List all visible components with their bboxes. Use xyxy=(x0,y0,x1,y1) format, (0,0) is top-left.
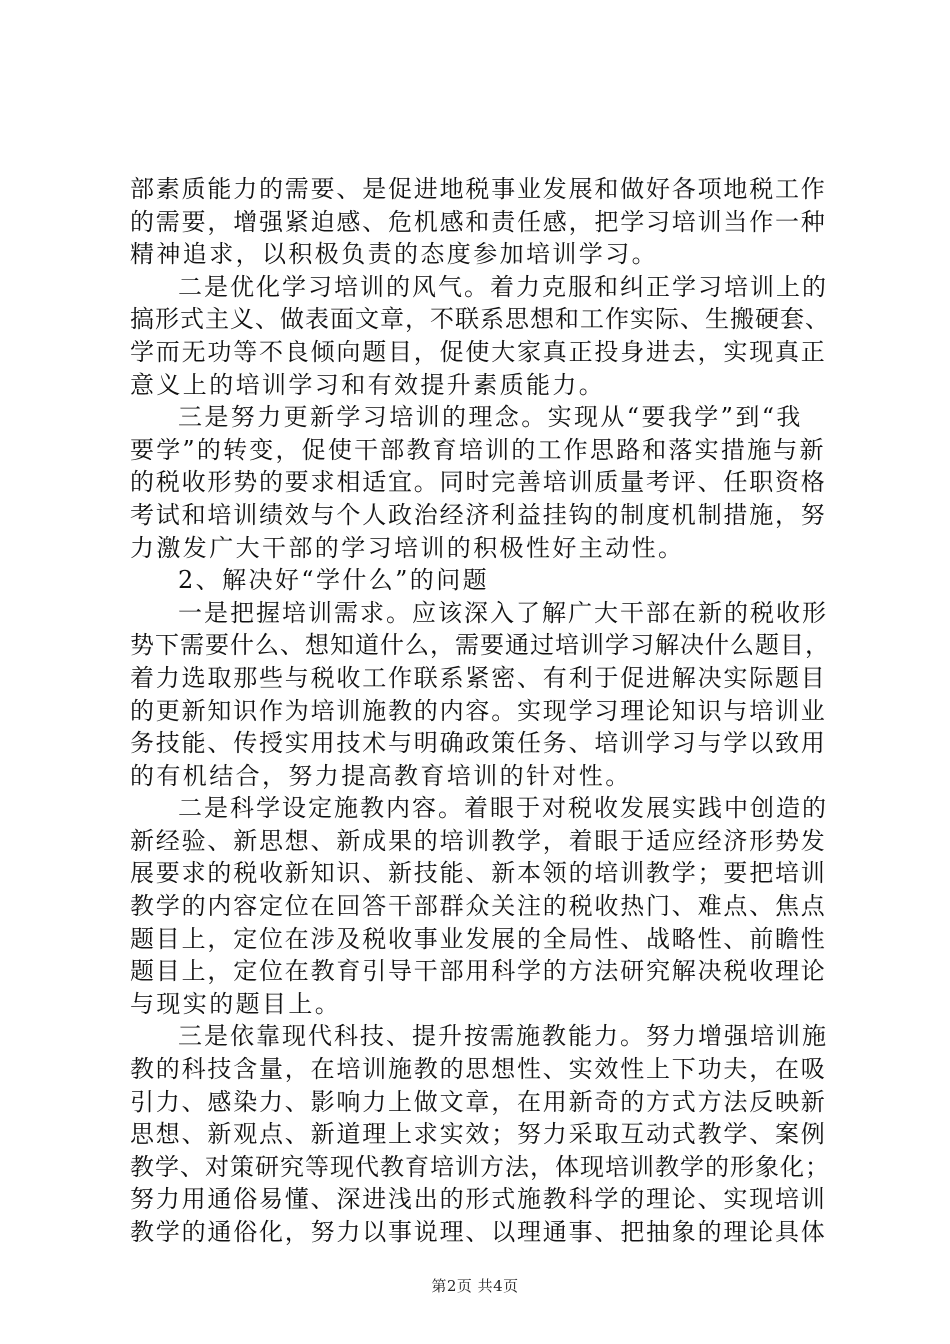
body-text xyxy=(130,173,830,1249)
text-line: 意义上的培训学习和有效提升素质能力。 xyxy=(130,370,606,399)
text-line: 教学的内容定位在回答干部群众关注的税收热门、难点、焦点 xyxy=(130,892,827,921)
text-line: 学而无功等不良倾向题目，促使大家真正投身进去，实现真正 xyxy=(130,337,827,366)
text-line: 的需要，增强紧迫感、危机感和责任感，把学习培训当作一种 xyxy=(130,207,827,236)
text-line: 着力选取那些与税收工作联系紧密、有利于促进解决实际题目 xyxy=(130,663,827,692)
text-line: 2、解决好“学什么”的问题 xyxy=(178,566,490,595)
text-line: 教学的通俗化，努力以事说理、以理通事、把抽象的理论具体 xyxy=(130,1218,827,1246)
text-line: 新经验、新思想、新成果的培训教学，着眼于适应经济形势发 xyxy=(130,826,827,855)
text-line: 努力用通俗易懂、深进浅出的形式施教科学的理论、实现培训 xyxy=(130,1185,827,1214)
text-line: 的更新知识作为培训施教的内容。实现学习理论知识与培训业 xyxy=(130,696,827,725)
text-line: 引力、感染力、影响力上做文章，在用新奇的方式方法反映新 xyxy=(130,1087,827,1116)
text-line: 要学”的转变，促使干部教育培训的工作思路和落实措施与新 xyxy=(130,435,826,464)
text-line: 展要求的税收新知识、新技能、新本领的培训教学；要把培训 xyxy=(130,859,827,888)
text-line: 教的科技含量，在培训施教的思想性、实效性上下功夫，在吸 xyxy=(130,1055,827,1084)
text-line: 力激发广大干部的学习培训的积极性好主动性。 xyxy=(130,533,685,562)
text-line: 题目上，定位在教育引导干部用科学的方法研究解决税收理论 xyxy=(130,957,827,986)
text-line: 搞形式主义、做表面文章，不联系思想和工作实际、生搬硬套、 xyxy=(130,305,830,334)
text-line: 题目上，定位在涉及税收事业发展的全局性、战略性、前瞻性 xyxy=(130,924,827,953)
text-line: 部素质能力的需要、是促进地税事业发展和做好各项地税工作 xyxy=(130,175,827,203)
text-line: 的有机结合，努力提高教育培训的针对性。 xyxy=(130,761,632,790)
page-footer: 第2页 共4页 xyxy=(431,1277,519,1295)
text-line: 一是把握培训需求。应该深入了解广大干部在新的税收形 xyxy=(178,598,828,627)
text-line: 与现实的题目上。 xyxy=(130,989,342,1018)
text-line: 势下需要什么、想知道什么，需要通过培训学习解决什么题目， xyxy=(130,631,830,660)
text-line: 教学、对策研究等现代教育培训方法，体现培训教学的形象化； xyxy=(130,1152,830,1181)
text-line: 精神追求，以积极负责的态度参加培训学习。 xyxy=(130,240,658,269)
text-line: 务技能、传授实用技术与明确政策任务、培训学习与学以致用 xyxy=(130,729,827,758)
text-line: 考试和培训绩效与个人政治经济利益挂钩的制度机制措施，努 xyxy=(130,500,827,529)
text-line: 三是努力更新学习培训的理念。实现从“要我学”到“我 xyxy=(178,403,803,432)
text-line: 的税收形势的要求相适宜。同时完善培训质量考评、任职资格 xyxy=(130,468,827,497)
text-line: 二是优化学习培训的风气。着力克服和纠正学习培训上的 xyxy=(178,272,828,301)
text-line: 思想、新观点、新道理上求实效；努力采取互动式教学、案例 xyxy=(130,1120,827,1149)
text-line: 二是科学设定施教内容。着眼于对税收发展实践中创造的 xyxy=(178,794,828,823)
text-line: 三是依靠现代科技、提升按需施教能力。努力增强培训施 xyxy=(178,1022,828,1051)
